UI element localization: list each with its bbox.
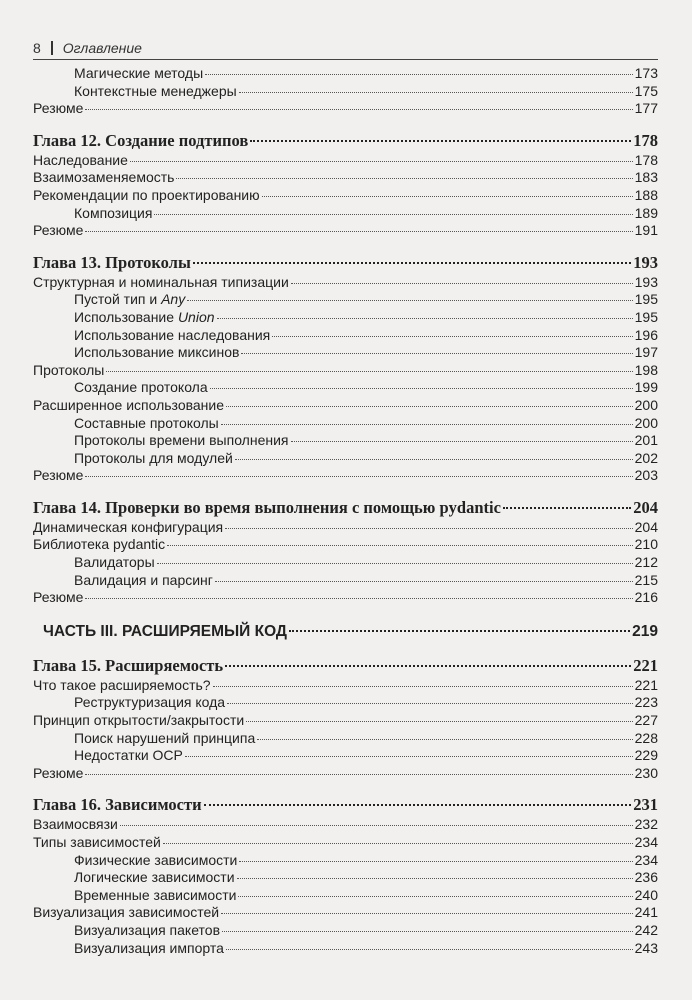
toc-section-entry <box>33 222 658 240</box>
dot-leader <box>154 214 632 215</box>
toc-entry-title: Недостатки OCP <box>74 747 183 764</box>
toc-chapter-entry <box>33 794 658 816</box>
dot-leader <box>120 825 633 826</box>
toc-section-entry <box>33 765 658 783</box>
toc-subsection-entry <box>33 730 658 748</box>
toc-entry-title: Использование наследования <box>74 326 271 343</box>
toc-subsection-entry <box>33 205 658 223</box>
dot-leader <box>250 140 631 142</box>
dot-leader <box>241 353 632 354</box>
toc-entry-title: Визуализация зависимостей <box>33 904 220 921</box>
dot-leader <box>221 424 633 425</box>
toc-subsection-entry <box>33 344 658 362</box>
section-gap <box>33 607 658 621</box>
dot-leader <box>85 109 632 110</box>
toc-chapter-entry <box>33 130 658 152</box>
toc-entry-title: Что такое расширяемость? <box>33 676 211 693</box>
toc-page-number: 200 <box>634 414 658 431</box>
dot-leader <box>503 507 631 509</box>
dot-leader <box>185 756 633 757</box>
toc-entry-title: Глава 13. Протоколы <box>33 252 191 272</box>
dot-leader <box>85 774 632 775</box>
toc-entry-title: Глава 15. Расширяемость <box>33 655 224 675</box>
toc-page-number: 200 <box>634 396 658 413</box>
table-of-contents <box>33 65 658 957</box>
running-header <box>33 38 658 60</box>
toc-entry-title: Принцип открытости/закрытости <box>33 712 245 729</box>
dot-leader <box>204 804 632 806</box>
dot-leader <box>213 686 633 687</box>
toc-section-entry <box>33 712 658 730</box>
toc-page-number: 231 <box>633 795 658 815</box>
toc-entry-title: Типы зависимостей <box>33 834 161 850</box>
toc-page-number: 188 <box>634 186 658 203</box>
toc-entry-title: Резюме <box>33 589 84 606</box>
toc-entry-title: Структурная и номинальная типизации <box>33 273 289 290</box>
toc-entry-title: Временные зависимости <box>74 886 237 903</box>
toc-subsection-entry <box>33 940 658 958</box>
dot-leader <box>176 178 632 179</box>
toc-entry-title: Глава 14. Проверки во время выполнения с помощью pydantic <box>33 497 501 517</box>
toc-page-number: 203 <box>634 467 658 484</box>
toc-page-number: 178 <box>634 151 658 168</box>
toc-entry-title: Контекстные менеджеры <box>74 82 237 99</box>
toc-entry-title: Библиотека pydantic <box>33 536 166 553</box>
dot-leader <box>226 406 633 407</box>
toc-page-number: 195 <box>634 291 658 308</box>
toc-entry-title: Резюме <box>33 764 84 781</box>
toc-section-entry <box>33 152 658 170</box>
dot-leader <box>239 861 632 862</box>
dot-leader <box>227 703 633 704</box>
dot-leader <box>221 913 633 914</box>
dot-leader <box>238 896 632 897</box>
toc-section-entry <box>33 677 658 695</box>
toc-subsection-entry <box>33 572 658 590</box>
toc-page-number: 236 <box>634 869 658 886</box>
toc-page-number: 201 <box>634 432 658 449</box>
page-number: 8 <box>33 40 41 56</box>
dot-leader <box>225 665 631 667</box>
toc-page-number: 204 <box>634 518 658 535</box>
dot-leader <box>163 843 633 844</box>
toc-page-number: 229 <box>634 747 658 764</box>
toc-subsection-entry <box>33 747 658 765</box>
toc-entry-title: Поиск нарушений принципа <box>74 729 256 746</box>
toc-page-number: 197 <box>634 344 658 361</box>
toc-subsection-entry <box>33 694 658 712</box>
dot-leader <box>85 476 632 477</box>
toc-page-number: 223 <box>634 694 658 711</box>
toc-subsection-entry <box>33 379 658 397</box>
dot-leader <box>193 262 631 264</box>
toc-page-number: 193 <box>634 273 658 290</box>
toc-section-entry <box>33 397 658 415</box>
toc-entry-title: Расширенное использование <box>33 396 225 413</box>
header-section-title: Оглавление <box>62 40 142 56</box>
toc-section-entry <box>33 589 658 607</box>
dot-leader <box>291 283 633 284</box>
toc-subsection-entry <box>33 852 658 870</box>
dot-leader <box>246 721 632 722</box>
toc-section-entry <box>33 100 658 118</box>
toc-entry-title: Пустой тип и Any <box>74 291 186 308</box>
toc-entry-title: Протоколы времени выполнения <box>74 432 289 449</box>
toc-page-number: 215 <box>634 571 658 588</box>
toc-page-number: 221 <box>633 655 658 675</box>
toc-page-number: 183 <box>634 169 658 186</box>
toc-page-number: 216 <box>634 589 658 606</box>
toc-page-number: 227 <box>634 712 658 729</box>
toc-subsection-entry <box>33 432 658 450</box>
dot-leader <box>237 878 633 879</box>
section-gap <box>33 782 658 794</box>
toc-subsection-entry <box>33 554 658 572</box>
section-gap <box>33 118 658 130</box>
toc-entry-title: Создание протокола <box>74 379 208 396</box>
toc-subsection-entry <box>33 415 658 433</box>
toc-entry-title: ЧАСТЬ III. РАСШИРЯЕМЫЙ КОД <box>43 622 287 640</box>
dot-leader <box>157 563 633 564</box>
toc-page-number: 241 <box>634 904 658 921</box>
toc-page-number: 177 <box>634 100 658 117</box>
toc-entry-title: Реструктуризация кода <box>74 694 226 711</box>
toc-page-number: 202 <box>634 449 658 466</box>
section-gap <box>33 643 658 655</box>
dot-leader <box>210 388 633 389</box>
toc-page-number: 189 <box>634 204 658 221</box>
toc-entry-title: Логические зависимости <box>74 869 235 886</box>
toc-section-entry <box>33 467 658 485</box>
toc-subsection-entry <box>33 327 658 345</box>
toc-entry-title: Использование миксинов <box>74 344 240 361</box>
toc-subsection-entry <box>33 922 658 940</box>
toc-entry-title: Динамическая конфигурация <box>33 518 224 535</box>
toc-page-number: 234 <box>634 851 658 868</box>
toc-page-number: 240 <box>634 886 658 903</box>
dot-leader <box>85 598 632 599</box>
toc-subsection-entry <box>33 65 658 83</box>
dot-leader <box>235 459 633 460</box>
dot-leader <box>289 630 630 632</box>
toc-entry-title: Резюме <box>33 222 84 239</box>
toc-subsection-entry <box>33 291 658 309</box>
dot-leader <box>85 231 632 232</box>
dot-leader <box>205 74 632 75</box>
header-divider <box>51 41 53 55</box>
toc-section-entry <box>33 187 658 205</box>
toc-entry-title: Композиция <box>74 204 153 221</box>
toc-entry-title: Глава 12. Создание подтипов <box>33 130 249 150</box>
toc-entry-title: Глава 16. Зависимости <box>33 795 202 815</box>
toc-page-number: 221 <box>634 676 658 693</box>
toc-entry-title: Рекомендации по проектированию <box>33 186 260 203</box>
dot-leader <box>225 528 633 529</box>
toc-page-number: 198 <box>634 361 658 378</box>
toc-entry-title: Резюме <box>33 100 84 117</box>
toc-section-entry <box>33 536 658 554</box>
toc-page-number: 196 <box>634 326 658 343</box>
toc-subsection-entry <box>33 869 658 887</box>
toc-section-entry <box>33 519 658 537</box>
toc-section-entry <box>33 834 658 852</box>
toc-page-number: 232 <box>634 816 658 833</box>
dot-leader <box>106 371 632 372</box>
toc-chapter-entry <box>33 252 658 274</box>
dot-leader <box>217 318 633 319</box>
toc-part-entry <box>33 621 658 643</box>
toc-page-number: 212 <box>634 554 658 571</box>
toc-entry-title: Взаимосвязи <box>33 816 118 833</box>
dot-leader <box>222 931 633 932</box>
toc-page-number: 210 <box>634 536 658 553</box>
toc-entry-title: Визуализация пакетов <box>74 921 221 938</box>
dot-leader <box>215 581 633 582</box>
toc-section-entry <box>33 904 658 922</box>
toc-entry-title: Магические методы <box>74 65 204 81</box>
toc-page-number: 242 <box>634 921 658 938</box>
toc-page-number: 178 <box>633 130 658 150</box>
toc-entry-title: Протоколы <box>33 361 105 378</box>
dot-leader <box>226 949 633 950</box>
toc-page-number: 243 <box>634 939 658 956</box>
toc-page-number: 195 <box>634 308 658 325</box>
toc-page-number: 173 <box>634 65 658 81</box>
toc-entry-title: Валидаторы <box>74 554 155 571</box>
toc-page-number: 199 <box>634 379 658 396</box>
dot-leader <box>130 161 633 162</box>
section-gap <box>33 485 658 497</box>
toc-page-number: 193 <box>633 252 658 272</box>
dot-leader <box>262 196 633 197</box>
toc-section-entry <box>33 816 658 834</box>
dot-leader <box>257 739 632 740</box>
toc-subsection-entry <box>33 887 658 905</box>
toc-page-number: 175 <box>634 82 658 99</box>
dot-leader <box>291 441 633 442</box>
toc-entry-title: Физические зависимости <box>74 851 238 868</box>
toc-subsection-entry <box>33 309 658 327</box>
toc-subsection-entry <box>33 450 658 468</box>
toc-page-number: 191 <box>634 222 658 239</box>
dot-leader <box>167 545 632 546</box>
toc-entry-title: Протоколы для модулей <box>74 449 233 466</box>
toc-entry-title: Визуализация импорта <box>74 939 224 956</box>
toc-section-entry <box>33 362 658 380</box>
toc-subsection-entry <box>33 83 658 101</box>
toc-chapter-entry <box>33 497 658 519</box>
toc-page-number: 230 <box>634 764 658 781</box>
toc-chapter-entry <box>33 655 658 677</box>
toc-section-entry <box>33 274 658 292</box>
toc-page-number: 204 <box>633 497 658 517</box>
toc-entry-title: Использование Union <box>74 308 215 325</box>
section-gap <box>33 240 658 252</box>
toc-entry-title: Валидация и парсинг <box>74 571 213 588</box>
toc-page-number: 219 <box>632 622 658 640</box>
dot-leader <box>187 300 632 301</box>
dot-leader <box>239 92 633 93</box>
toc-page-number: 234 <box>634 834 658 850</box>
toc-entry-title: Взаимозаменяемость <box>33 169 175 186</box>
toc-entry-title: Наследование <box>33 151 128 168</box>
toc-section-entry <box>33 169 658 187</box>
toc-entry-title: Составные протоколы <box>74 414 219 431</box>
toc-entry-title: Резюме <box>33 467 84 484</box>
dot-leader <box>272 336 632 337</box>
toc-page-number: 228 <box>634 729 658 746</box>
